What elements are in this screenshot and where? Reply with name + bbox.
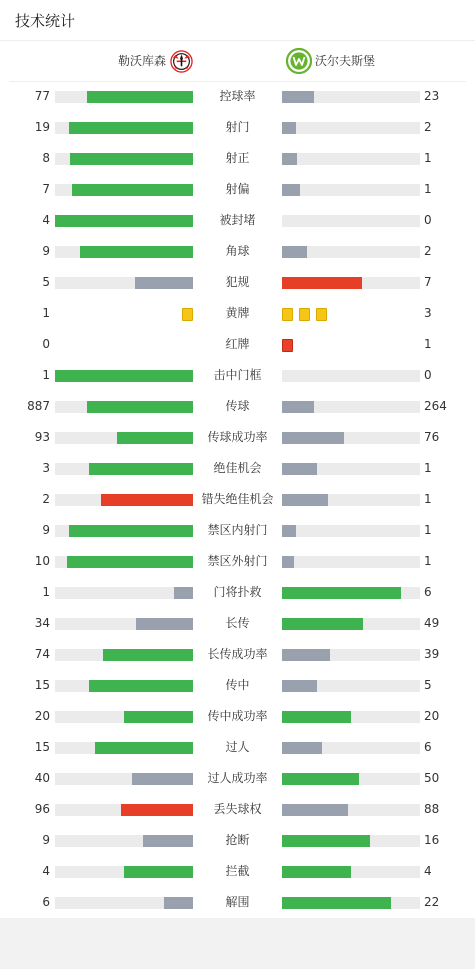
stat-row xyxy=(0,267,475,298)
stat-label: 传中成功率 xyxy=(207,709,268,723)
home-stat-value: 3 xyxy=(42,461,50,475)
stat-label: 传球 xyxy=(225,399,250,413)
away-stat-value: 20 xyxy=(424,709,440,723)
stat-row xyxy=(0,174,475,205)
home-bar-track xyxy=(55,463,193,475)
away-stat-value: 5 xyxy=(424,678,432,692)
away-bar-track xyxy=(282,122,420,134)
stat-label: 控球率 xyxy=(219,89,256,103)
stat-label: 击中门框 xyxy=(213,368,262,382)
home-stat-value: 15 xyxy=(34,678,50,692)
home-bar-fill xyxy=(67,556,193,568)
home-bar-fill xyxy=(70,153,193,165)
stat-label: 被封堵 xyxy=(219,213,256,227)
home-bar-fill xyxy=(69,122,193,134)
home-bar-track xyxy=(55,494,193,506)
home-bar-track xyxy=(55,742,193,754)
home-stat-value: 6 xyxy=(42,895,50,909)
home-stat-value: 74 xyxy=(34,647,50,661)
home-bar-fill xyxy=(124,711,193,723)
away-bar-track xyxy=(282,525,420,537)
away-cards xyxy=(282,308,333,321)
home-cards xyxy=(176,308,193,321)
home-bar-track xyxy=(55,773,193,785)
home-stat-value: 19 xyxy=(34,120,50,134)
home-stat-value: 96 xyxy=(34,802,50,816)
home-stat-value: 2 xyxy=(42,492,50,506)
stat-label: 射正 xyxy=(225,151,250,165)
stat-label: 丢失球权 xyxy=(213,802,262,816)
away-stat-value: 1 xyxy=(424,461,432,475)
away-stat-value: 22 xyxy=(424,895,440,909)
home-bar-fill xyxy=(143,835,193,847)
away-stat-value: 2 xyxy=(424,244,432,258)
yellow-card-icon xyxy=(182,308,193,321)
red-card-icon xyxy=(282,339,293,352)
stat-row xyxy=(0,670,475,701)
away-bar-fill xyxy=(282,277,362,289)
home-bar-fill xyxy=(174,587,193,599)
stat-row xyxy=(0,825,475,856)
stat-row xyxy=(0,546,475,577)
away-bar-fill xyxy=(282,494,328,506)
away-bar-fill xyxy=(282,432,344,444)
stat-label: 传中 xyxy=(225,678,250,692)
away-bar-track xyxy=(282,711,420,723)
away-stat-value: 2 xyxy=(424,120,432,134)
home-stat-value: 0 xyxy=(42,337,50,351)
away-stat-value: 1 xyxy=(424,182,432,196)
home-stat-value: 4 xyxy=(42,213,50,227)
stat-label: 绝佳机会 xyxy=(213,461,262,475)
away-stat-value: 6 xyxy=(424,740,432,754)
away-bar-track xyxy=(282,556,420,568)
stat-label: 禁区内射门 xyxy=(207,523,268,537)
away-stat-value: 6 xyxy=(424,585,432,599)
home-bar-track xyxy=(55,866,193,878)
away-bar-track xyxy=(282,215,420,227)
stat-row xyxy=(0,391,475,422)
home-bar-track xyxy=(55,246,193,258)
section-title: 技术统计 xyxy=(15,12,76,30)
home-bar-fill xyxy=(135,277,193,289)
stat-row xyxy=(0,81,475,112)
stat-row xyxy=(0,143,475,174)
away-stat-value: 1 xyxy=(424,492,432,506)
stat-label: 错失绝佳机会 xyxy=(201,492,274,506)
home-stat-value: 15 xyxy=(34,740,50,754)
stat-label: 角球 xyxy=(225,244,250,258)
away-bar-track xyxy=(282,742,420,754)
away-stat-value: 76 xyxy=(424,430,440,444)
stat-row xyxy=(0,763,475,794)
away-stat-value: 1 xyxy=(424,337,432,351)
away-stat-value: 39 xyxy=(424,647,440,661)
home-bar-track xyxy=(55,277,193,289)
away-bar-fill xyxy=(282,525,296,537)
away-bar-fill xyxy=(282,866,351,878)
home-bar-track xyxy=(55,587,193,599)
yellow-card-icon xyxy=(282,308,293,321)
home-bar-fill xyxy=(89,463,193,475)
away-bar-fill xyxy=(282,804,348,816)
home-bar-fill xyxy=(55,215,193,227)
home-stat-value: 1 xyxy=(42,368,50,382)
stat-row xyxy=(0,298,475,329)
stat-row xyxy=(0,112,475,143)
home-bar-fill xyxy=(87,91,193,103)
away-stat-value: 1 xyxy=(424,523,432,537)
away-stat-value: 1 xyxy=(424,151,432,165)
stat-row xyxy=(0,205,475,236)
away-stat-value: 264 xyxy=(424,399,447,413)
away-bar-track xyxy=(282,153,420,165)
away-bar-track xyxy=(282,277,420,289)
away-bar-track xyxy=(282,494,420,506)
away-bar-track xyxy=(282,866,420,878)
home-stat-value: 887 xyxy=(27,399,50,413)
away-bar-fill xyxy=(282,711,351,723)
home-bar-fill xyxy=(55,370,193,382)
stats-list xyxy=(0,81,475,918)
away-bar-fill xyxy=(282,556,294,568)
stat-label: 解围 xyxy=(225,895,250,909)
away-stat-value: 0 xyxy=(424,213,432,227)
stat-row xyxy=(0,360,475,391)
away-bar-track xyxy=(282,401,420,413)
away-bar-fill xyxy=(282,680,317,692)
home-bar-fill xyxy=(117,432,193,444)
stat-label: 拦截 xyxy=(225,864,250,878)
title-divider xyxy=(0,40,475,41)
home-bar-track xyxy=(55,432,193,444)
away-stat-value: 88 xyxy=(424,802,440,816)
away-bar-track xyxy=(282,618,420,630)
away-bar-track xyxy=(282,432,420,444)
away-bar-fill xyxy=(282,153,297,165)
home-bar-fill xyxy=(95,742,193,754)
stat-row xyxy=(0,515,475,546)
home-bar-fill xyxy=(72,184,193,196)
stat-label: 抢断 xyxy=(225,833,250,847)
home-bar-track xyxy=(55,711,193,723)
stat-row xyxy=(0,794,475,825)
home-bar-track xyxy=(55,804,193,816)
home-bar-track xyxy=(55,649,193,661)
home-bar-fill xyxy=(136,618,193,630)
stat-row xyxy=(0,453,475,484)
away-bar-track xyxy=(282,91,420,103)
home-stat-value: 9 xyxy=(42,523,50,537)
stat-label: 黄牌 xyxy=(225,306,250,320)
away-bar-fill xyxy=(282,649,330,661)
away-bar-track xyxy=(282,370,420,382)
away-stat-value: 49 xyxy=(424,616,440,630)
bayer-leverkusen-crest-icon xyxy=(170,50,193,73)
home-stat-value: 40 xyxy=(34,771,50,785)
home-bar-track xyxy=(55,370,193,382)
away-bar-track xyxy=(282,773,420,785)
stat-row xyxy=(0,732,475,763)
home-bar-fill xyxy=(69,525,193,537)
away-bar-fill xyxy=(282,742,322,754)
home-stat-value: 1 xyxy=(42,306,50,320)
home-bar-fill xyxy=(121,804,193,816)
home-bar-track xyxy=(55,525,193,537)
home-bar-track xyxy=(55,680,193,692)
away-bar-fill xyxy=(282,122,296,134)
stat-row xyxy=(0,856,475,887)
stat-row xyxy=(0,329,475,360)
stat-label: 红牌 xyxy=(225,337,250,351)
home-bar-fill xyxy=(132,773,193,785)
stat-label: 过人成功率 xyxy=(207,771,268,785)
home-stat-value: 10 xyxy=(34,554,50,568)
away-team-name: 沃尔夫斯堡 xyxy=(315,54,376,68)
away-bar-track xyxy=(282,587,420,599)
home-team-name: 勒沃库森 xyxy=(117,54,166,68)
away-bar-track xyxy=(282,463,420,475)
away-bar-fill xyxy=(282,463,317,475)
home-bar-track xyxy=(55,153,193,165)
stat-row xyxy=(0,701,475,732)
vfl-wolfsburg-crest-icon xyxy=(286,48,312,74)
away-stat-value: 1 xyxy=(424,554,432,568)
stat-label: 射门 xyxy=(225,120,250,134)
away-bar-fill xyxy=(282,246,307,258)
stat-label: 长传成功率 xyxy=(207,647,268,661)
away-bar-fill xyxy=(282,184,300,196)
away-bar-track xyxy=(282,897,420,909)
stat-row xyxy=(0,639,475,670)
yellow-card-icon xyxy=(299,308,310,321)
home-bar-track xyxy=(55,122,193,134)
away-stat-value: 0 xyxy=(424,368,432,382)
stat-row xyxy=(0,422,475,453)
away-stat-value: 7 xyxy=(424,275,432,289)
stat-label: 犯规 xyxy=(225,275,250,289)
stat-label: 过人 xyxy=(225,740,250,754)
away-bar-track xyxy=(282,804,420,816)
home-bar-fill xyxy=(101,494,193,506)
home-stat-value: 34 xyxy=(34,616,50,630)
home-stat-value: 7 xyxy=(42,182,50,196)
away-bar-fill xyxy=(282,91,314,103)
away-bar-fill xyxy=(282,835,370,847)
stat-label: 禁区外射门 xyxy=(207,554,268,568)
stat-row xyxy=(0,577,475,608)
stat-label: 射偏 xyxy=(225,182,250,196)
stat-label: 传球成功率 xyxy=(207,430,268,444)
home-bar-track xyxy=(55,556,193,568)
away-bar-fill xyxy=(282,897,391,909)
away-stat-value: 16 xyxy=(424,833,440,847)
home-stat-value: 9 xyxy=(42,244,50,258)
away-bar-track xyxy=(282,680,420,692)
home-bar-track xyxy=(55,618,193,630)
stat-label: 门将扑救 xyxy=(213,585,262,599)
stat-row xyxy=(0,484,475,515)
away-stat-value: 50 xyxy=(424,771,440,785)
home-stat-value: 1 xyxy=(42,585,50,599)
stat-row xyxy=(0,608,475,639)
away-bar-fill xyxy=(282,618,363,630)
home-bar-fill xyxy=(87,401,193,413)
home-bar-track xyxy=(55,401,193,413)
home-stat-value: 9 xyxy=(42,833,50,847)
yellow-card-icon xyxy=(316,308,327,321)
away-bar-fill xyxy=(282,587,401,599)
away-bar-track xyxy=(282,184,420,196)
home-bar-fill xyxy=(124,866,193,878)
away-bar-fill xyxy=(282,773,359,785)
home-bar-fill xyxy=(164,897,193,909)
stat-row xyxy=(0,887,475,918)
away-cards xyxy=(282,339,299,352)
away-stat-value: 3 xyxy=(424,306,432,320)
teams-header xyxy=(0,46,475,76)
home-bar-track xyxy=(55,835,193,847)
home-bar-track xyxy=(55,897,193,909)
away-bar-track xyxy=(282,246,420,258)
away-stat-value: 23 xyxy=(424,89,440,103)
home-stat-value: 5 xyxy=(42,275,50,289)
home-bar-track xyxy=(55,184,193,196)
home-stat-value: 4 xyxy=(42,864,50,878)
away-bar-track xyxy=(282,649,420,661)
away-bar-track xyxy=(282,835,420,847)
stat-row xyxy=(0,236,475,267)
stat-label: 长传 xyxy=(225,616,250,630)
home-stat-value: 93 xyxy=(34,430,50,444)
home-stat-value: 77 xyxy=(34,89,50,103)
away-bar-fill xyxy=(282,401,314,413)
home-bar-fill xyxy=(89,680,193,692)
away-stat-value: 4 xyxy=(424,864,432,878)
home-bar-fill xyxy=(80,246,193,258)
home-bar-track xyxy=(55,215,193,227)
home-bar-track xyxy=(55,91,193,103)
home-bar-fill xyxy=(103,649,193,661)
home-stat-value: 8 xyxy=(42,151,50,165)
home-stat-value: 20 xyxy=(34,709,50,723)
